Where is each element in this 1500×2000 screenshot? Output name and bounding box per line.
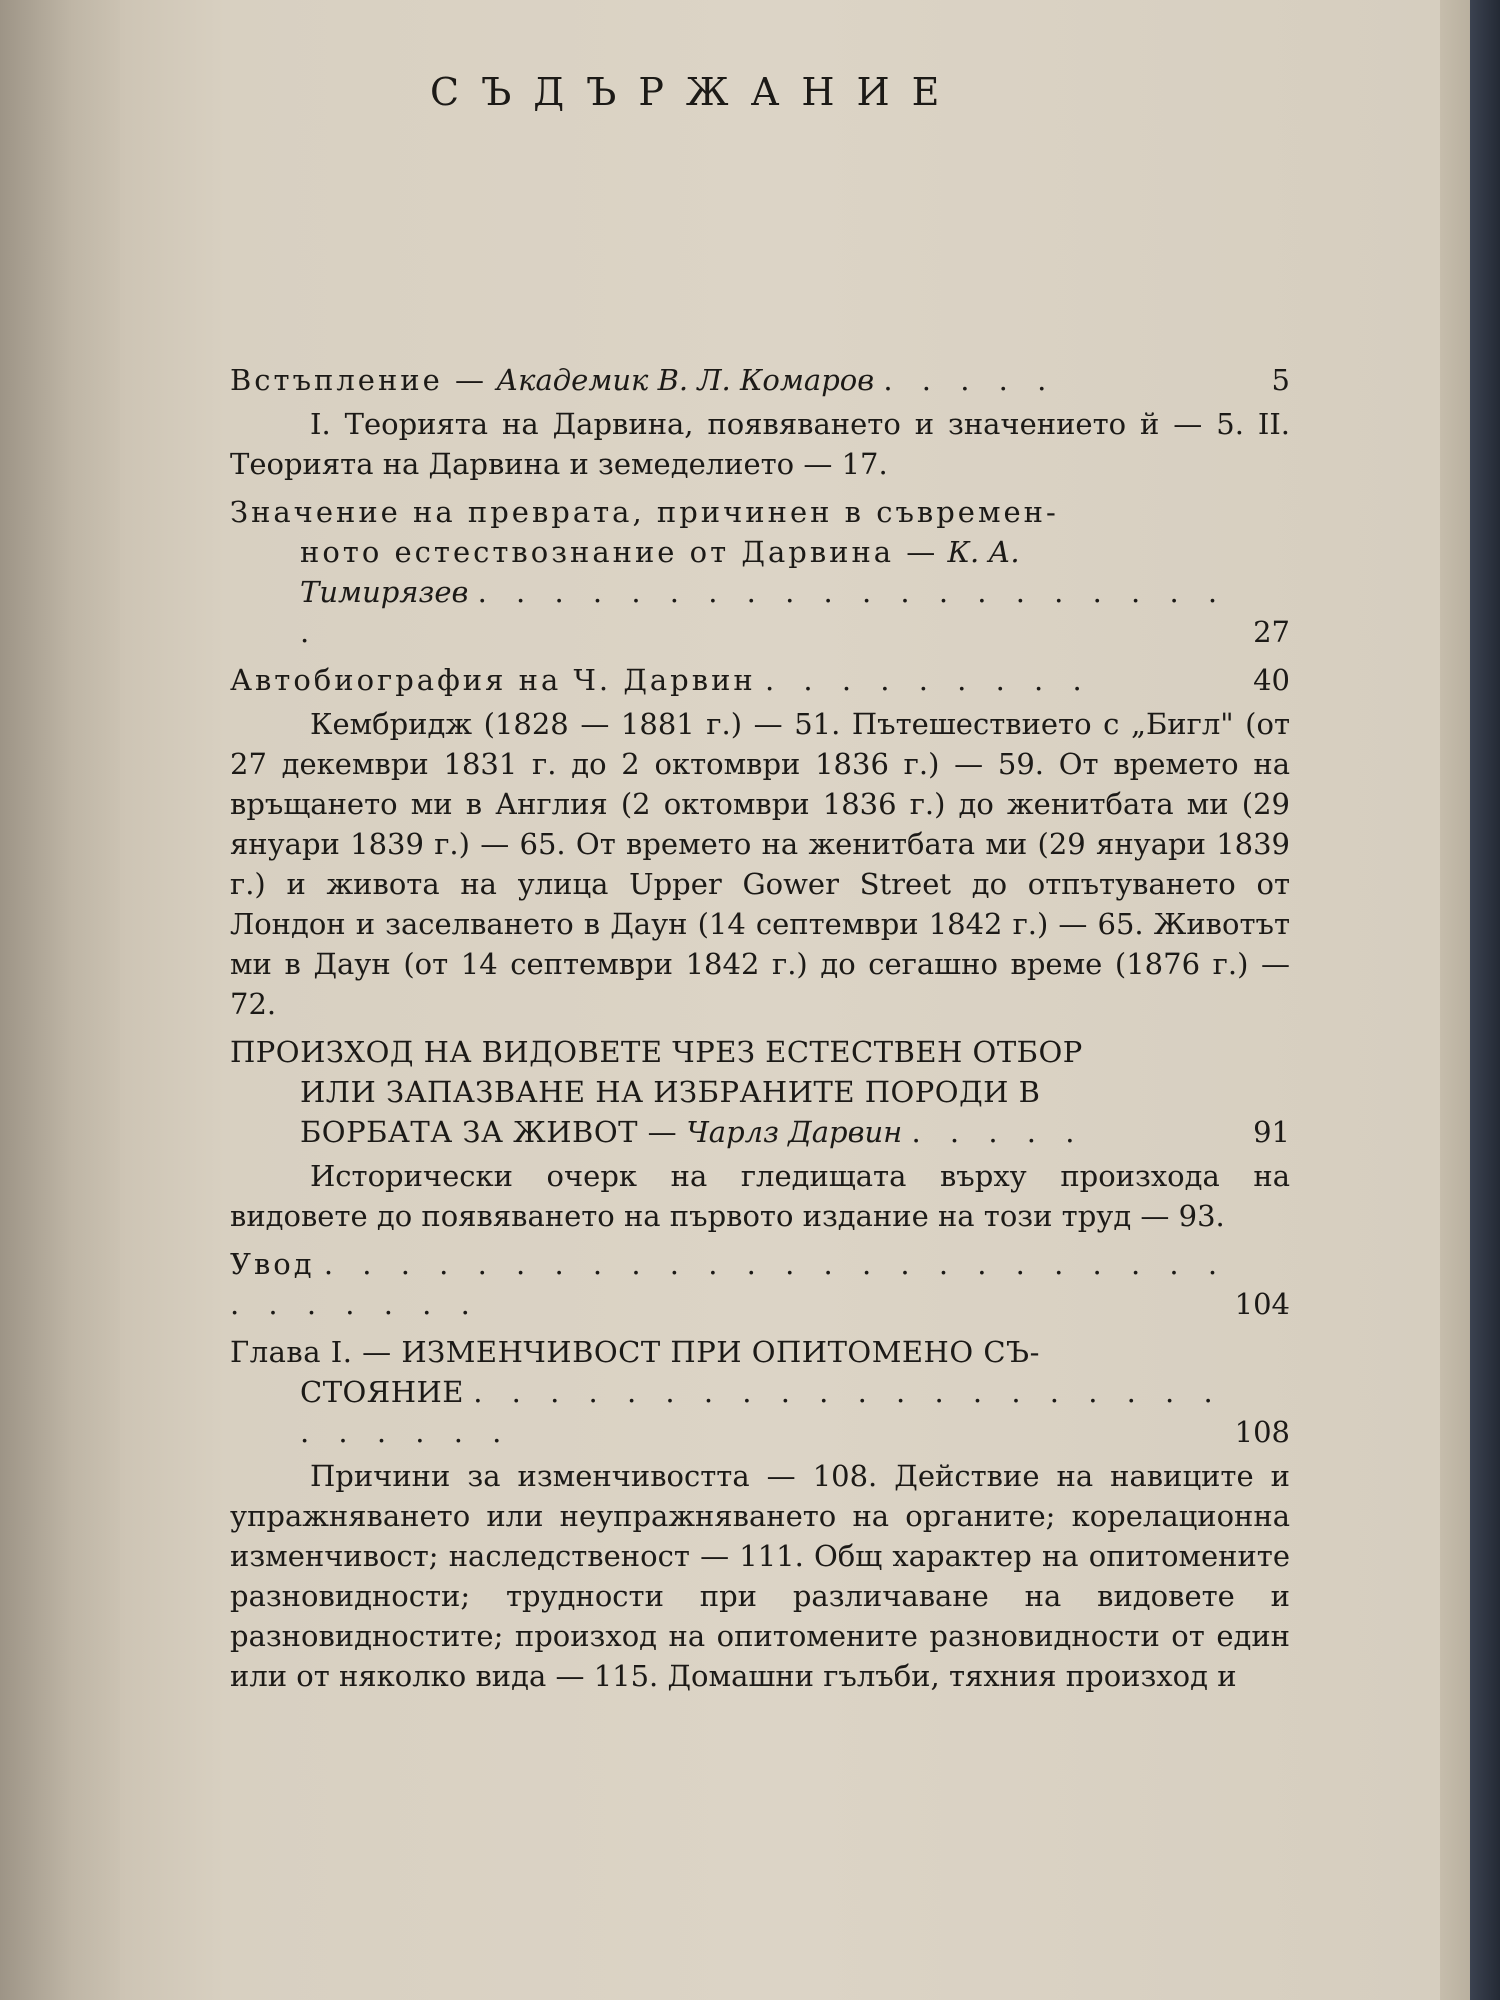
toc-entry-author: К. А. bbox=[947, 535, 1020, 569]
toc-entry-title-line: Значение на преврата, причинен в съвремен- bbox=[230, 495, 1059, 529]
toc-entry-detail: Кембридж (1828 — 1881 г.) — 51. Пътешествието с „Бигл" (от 27 декември 1831 г. до 2 октомври 1836 г.) — 59. От времето на връщането ми в Англия (2 октомври 1836 г.) до женитбата ми (29 януари 1839 г.) — 65. От времето на женитбата ми (29 януари 1839 г.) и живота на улица Upper Gower Street до отпътуването от Лондон и заселването в Даун (14 септември 1842 г.) — 65. Животът ми в Даун (от 14 септември 1842 г.) до сегашно време (1876 г.) — 72. bbox=[230, 707, 1290, 1021]
leader-dots: . . . . . . . . . bbox=[764, 663, 1092, 697]
toc-entry-detail: Исторически очерк на гледищата върху произхода на видовете до появяването на първото издание на този труд — 93. bbox=[230, 1159, 1290, 1233]
leader-dots: . . . . . . . . . . . . . . . . . . . . . . . . . . bbox=[300, 1375, 1223, 1449]
toc-entry-chapter-1 bbox=[230, 1372, 1290, 1452]
toc-entry-introduction-uvod bbox=[230, 1244, 1290, 1324]
toc-page-number: 104 bbox=[1234, 1287, 1290, 1321]
book-gutter bbox=[0, 0, 120, 2000]
page-title: СЪДЪРЖАНИЕ bbox=[430, 70, 962, 114]
toc-page-number: 108 bbox=[1234, 1415, 1290, 1449]
toc-entry-title-line: БОРБАТА ЗА ЖИВОТ — bbox=[300, 1115, 678, 1149]
toc-entry-detail: I. Теорията на Дарвина, появяването и значението й — 5. II. Теорията на Дарвина и земеделието — 17. bbox=[230, 407, 1290, 481]
toc-entry-title-line: СТОЯНИЕ bbox=[300, 1375, 464, 1409]
toc-entry-title-line: ПРОИЗХОД НА ВИДОВЕТЕ ЧРЕЗ ЕСТЕСТВЕН ОТБОР bbox=[230, 1035, 1083, 1069]
leader-dots: . . . . . . . . . . . . . . . . . . . . . . . . . . . . . . . bbox=[230, 1247, 1228, 1321]
toc-entry-timiryazev bbox=[230, 572, 1290, 652]
book-cover-edge bbox=[1470, 0, 1500, 2000]
toc-entry-author: Чарлз Дарвин bbox=[686, 1115, 903, 1149]
table-of-contents bbox=[230, 360, 1290, 1696]
toc-page-number: 91 bbox=[1253, 1115, 1290, 1149]
toc-page-number: 5 bbox=[1271, 363, 1290, 397]
leader-dots: . . . . . bbox=[911, 1115, 1085, 1149]
toc-entry-author: Академик В. Л. Комаров bbox=[496, 363, 875, 397]
toc-page-number: 27 bbox=[1253, 615, 1290, 649]
toc-entry-title: Автобиография на Ч. Дарвин bbox=[230, 663, 756, 697]
page-edges bbox=[1440, 0, 1470, 2000]
toc-entry-autobiography bbox=[230, 660, 1290, 700]
toc-entry-detail: Причини за изменчивостта — 108. Действие на навиците и упражняването или неупражняването на органите; корелационна изменчивост; наследственост — 111. Общ характер на опитомените разновидности; трудности при различаване на видовете и разновидностите; произход на опитомените разновидности от един или от няколко вида — 115. Домашни гълъби, тяхния произход и bbox=[230, 1459, 1290, 1693]
toc-entry-title-line: Глава I. — ИЗМЕНЧИВОСТ ПРИ ОПИТОМЕНО СЪ- bbox=[230, 1335, 1040, 1369]
toc-entry-title-line: ното естествознание от Дарвина — bbox=[300, 535, 939, 569]
toc-entry-title: Увод bbox=[230, 1247, 315, 1281]
toc-entry-title: Встъпление — bbox=[230, 363, 487, 397]
toc-entry-author: Тимирязев bbox=[300, 575, 469, 609]
toc-entry-title-line: ИЛИ ЗАПАЗВАНЕ НА ИЗБРАНИТЕ ПОРОДИ В bbox=[300, 1075, 1041, 1109]
toc-entry-origin-of-species bbox=[230, 1112, 1290, 1152]
leader-dots: . . . . . bbox=[883, 363, 1057, 397]
toc-entry-introduction bbox=[230, 360, 1290, 400]
leader-dots: . . . . . . . . . . . . . . . . . . . . . bbox=[300, 575, 1228, 649]
toc-page-number: 40 bbox=[1253, 663, 1290, 697]
